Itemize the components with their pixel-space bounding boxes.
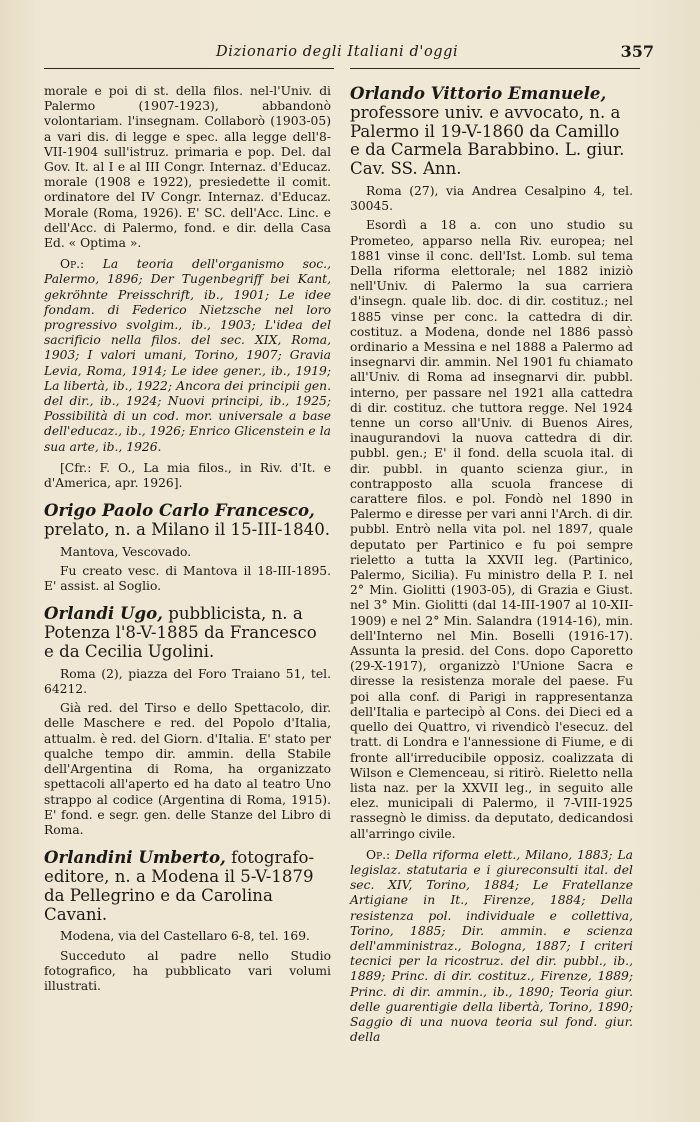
- entry-orlandini: [44, 848, 331, 994]
- page-number: 357: [620, 42, 654, 61]
- entry-body: Esordì a 18 a. con uno studio su Prometeo, apparso nella Riv. europea; nel 1881 vinse il conc. dell'Ist. Lomb. sul tema Della riforma elettorale; nel 1882 iniziò nell'Univ. di Palermo la sua carriera d'insegn. quale lib. doc. di dir. costituz.; nel 1885 vinse per conc. la cattedra di dir. costituz. a Modena, donde nel 1886 passò ordinario a Messina e nel 1888 a Palermo ad insegnarvi dir. ammin. Nel 1901 fu chiamato all'Univ. di Roma ad insegnarvi dir. pubbl. interno, per passare nel 1921 alla cattedra di dir. costituz. che tuttora regge. Nel 1924 tenne un corso all'Univ. di Buenos Aires, inaugurandovi la nuova cattedra di dir. pubbl. gen.; E' il fond. della scuola ital. di dir. pubbl. in quanto scienza giur., in contrapposto alla scuola francese di carattere filos. e pol. Fondò nel 1890 in Palermo e diresse per vari anni l'Arch. di dir. pubbl. Entrò nella vita pol. nel 1897, quale deputato per Partinico e fu poi sempre rieletto a tutta la XXVII leg. (Partinico, Palermo, Sicilia). Fu ministro della P. I. nel 2° Min. Giolitti (1903-05), di Grazia e Giust. nel 3° Min. Giolitti (dal 14-III-1907 al 10-XII-1909) e nel 2° Min. Salandra (1914-16), min. dell'Interno nel Min. Boselli (1916-17). Assunta la presid. del Cons. dopo Caporetto (29-X-1917), organizzò l'Unione Sacra e diresse la resistenza morale del paese. Fu poi alla conf. di Parigi in rappresentanza dell'Italia e partecipò al Cons. dei Dieci ed a quello dei Quattro, vi rivendicò l'esecuz. del tratt. di Londra e l'annessione di Fiume, e di fronte all'irreducibile opposiz. coalizzata di Wilson e Clemenceau, si ritirò. Rieletto nella lista naz. per la XXVII leg., in seguito alle elez. municipali di Palermo, il 7-VIII-1925 rassegnò le dimiss. da deputato, dedicandosi all'arringo civile.: [350, 218, 633, 841]
- works-list: Della riforma elett., Milano, 1883; La legislaz. statutaria e i giureconsulti ital. del sec. XIV, Torino, 1884; Le Fratellanze Artigiane in It., Firenze, 1884; Della resistenza pol. individuale e collettiva, Torino, 1885; Dir. ammin. e scienza dell'amministraz., Bologna, 1887; I criteri tecnici per la ricostruz. del dir. pubbl., ib., 1889; Princ. di dir. costituz., Firenze, 1889; Princ. di dir. ammin., ib., 1890; Teoria giur. delle guarentigie della libertà, Torino, 1890; Saggio di una nuova teoria sul fond. giur. della: [350, 847, 633, 1045]
- entry-orlandi: [44, 604, 331, 838]
- entry-body: Succeduto al padre nello Studio fotografico, ha pubblicato vari volumi illustrati.: [44, 948, 331, 993]
- continued-paragraph: morale e poi di st. della filos. nel-l'Univ. di Palermo (1907-1923), abbandonò volontariam. l'insegnam. Collaborò (1903-05) a vari dis. di legge e spec. alla legge dell'8-VII-1904 sull'istruz. primaria e pop. Del. dal Gov. It. al I e al III Congr. Internaz. d'Educaz. morale (1908 e 1922), presiedette il comit. ordinatore del IV Congr. Internaz. d'Educaz. Morale (Roma, 1926). E' SC. dell'Acc. Linc. e dell'Acc. di Palermo, fond. e dir. della Casa Ed. « Optima ».: [44, 84, 331, 251]
- entry-name: Orlandi Ugo,: [44, 603, 163, 624]
- entry-address: Mantova, Vescovado.: [60, 544, 192, 559]
- header-rule-left: [44, 68, 334, 69]
- entry-orlando: [350, 84, 633, 1045]
- entry-description: pubblicista, n. a Potenza l'8-V-1885 da Francesco e da Cecilia Ugolini.: [44, 604, 317, 662]
- works-paragraph: [44, 257, 331, 455]
- running-header: [44, 42, 656, 64]
- entry-description: professore univ. e avvocato, n. a Palermo il 19-V-1860 da Camillo e da Carmela Barabbino. L. giur. Cav. SS. Ann.: [350, 102, 625, 179]
- entry-heading: [44, 848, 331, 924]
- entry-address: Roma (2), piazza del Foro Traiano 51, tel. 64212.: [44, 666, 331, 697]
- entry-description: prelato, n. a Milano il 15-III-1840.: [44, 520, 331, 540]
- entry-heading: [44, 501, 331, 540]
- entry-description: fotografo-editore, n. a Modena il 5-V-1879 da Pellegrino e da Carolina Cavani.: [44, 848, 315, 924]
- right-column: [350, 84, 633, 1045]
- works-list: La teoria dell'organismo soc., Palermo, 1896; Der Tugenbegriff bei Kant, gekröhnte Preisschrift, ib., 1901; Le idee fondam. di Federico Nietzsche nel loro progressivo svolgim., ib., 1903; L'idea del sacrificio nella filos. del sec. XIX, Roma, 1903; I valori umani, Torino, 1907; Gravia Levia, Roma, 1914; Le idee gener., ib., 1919; La libertà, ib., 1922; Ancora dei principii gen. del dir., ib., 1924; Nuovi principi, ib., 1925; Possibilità di un cod. mor. universale a base dell'educaz., ib., 1926; Enrico Glicenstein e la sua arte, ib., 1926.: [44, 257, 331, 454]
- entry-body: Fu creato vesc. di Mantova il 18-III-1895. E' assist. al Soglio.: [44, 564, 331, 594]
- left-column: [44, 84, 331, 994]
- works-label: Op.:: [366, 847, 391, 862]
- entry-body: Già red. del Tirso e dello Spettacolo, dir. delle Maschere e red. del Popolo d'Italia, attualm. è red. del Giorn. d'Italia. E' stato per qualche tempo dir. ammin. della Stabile dell'Argentina di Roma, ha organizzato spettacoli all'aperto ed ha dato al teatro Uno strappo al codice (Argentina di Roma, 1915). E' fond. e segr. gen. delle Stanze del Libro di Roma.: [44, 701, 331, 837]
- entry-address: Modena, via del Castellaro 6-8, tel. 169.: [60, 929, 310, 944]
- entry-heading: [350, 84, 633, 179]
- running-title: Dizionario degli Italiani d'oggi: [216, 44, 459, 60]
- entry-heading: [44, 604, 331, 661]
- entry-name: Origo Paolo Carlo Francesco,: [44, 500, 315, 521]
- entry-name: Orlando Vittorio Emanuele,: [350, 83, 607, 103]
- header-rule-right: [350, 68, 640, 69]
- entry-origo: [44, 501, 331, 594]
- reference-paragraph: [Cfr.: F. O., La mia filos., in Riv. d'It. e d'America, apr. 1926].: [44, 460, 331, 491]
- works-label: Op.:: [60, 257, 85, 272]
- entry-name: Orlandini Umberto,: [44, 847, 226, 868]
- works-paragraph: [350, 848, 633, 1046]
- entry-address: Roma (27), via Andrea Cesalpino 4, tel. 30045.: [350, 183, 633, 214]
